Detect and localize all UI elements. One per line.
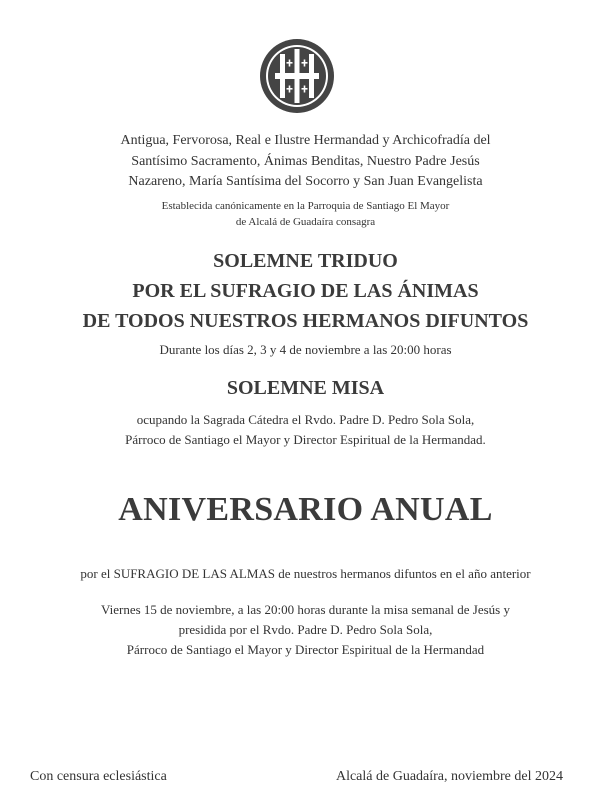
brotherhood-name-line: Antigua, Fervorosa, Real e Ilustre Hermandad y Archicofradía del [120, 133, 491, 148]
aniversario-details-line: presidida por el Rvdo. Padre D. Pedro Sola Sola, [178, 622, 433, 637]
censorship-note: Con censura eclesiástica [30, 769, 167, 784]
aniversario-sufragio: por el SUFRAGIO DE LAS ALMAS de nuestros hermanos difuntos en el año anterior [80, 566, 531, 581]
establishment-line: Establecida canónicamente en la Parroquia de Santiago El Mayor [161, 200, 450, 212]
establishment-line: de Alcalá de Guadaíra consagra [235, 216, 376, 228]
triduo-title-line: POR EL SUFRAGIO DE LAS ÁNIMAS [132, 280, 479, 302]
brotherhood-name [0, 131, 611, 193]
brotherhood-name-line: Nazareno, María Santísima del Socorro y San Juan Evangelista [128, 174, 483, 189]
aniversario-details [0, 600, 611, 660]
misa-description-line: ocupando la Sagrada Cátedra el Rvdo. Padre D. Pedro Sola Sola, [136, 412, 475, 427]
misa-title: SOLEMNE MISA [226, 377, 385, 399]
triduo-dates: Durante los días 2, 3 y 4 de noviembre a las 20:00 horas [159, 342, 452, 357]
triduo-title-line: DE TODOS NUESTROS HERMANOS DIFUNTOS [82, 310, 529, 332]
triduo-title-line: SOLEMNE TRIDUO [213, 250, 398, 272]
misa-description [0, 410, 611, 450]
place-date: Alcalá de Guadaíra, noviembre del 2024 [335, 769, 563, 784]
aniversario-details-line: Viernes 15 de noviembre, a las 20:00 horas durante la misa semanal de Jesús y [101, 602, 510, 617]
misa-description-line: Párroco de Santiago el Mayor y Director Espiritual de la Hermandad. [125, 432, 486, 447]
aniversario-title: ANIVERSARIO ANUAL [118, 491, 493, 528]
establishment-note [0, 198, 611, 230]
aniversario-details-line: Párroco de Santiago el Mayor y Director Espiritual de la Hermandad [126, 642, 485, 657]
brotherhood-emblem-icon [258, 37, 336, 115]
brotherhood-name-line: Santísimo Sacramento, Ánimas Benditas, Nuestro Padre Jesús [131, 153, 480, 169]
triduo-title [0, 246, 611, 336]
